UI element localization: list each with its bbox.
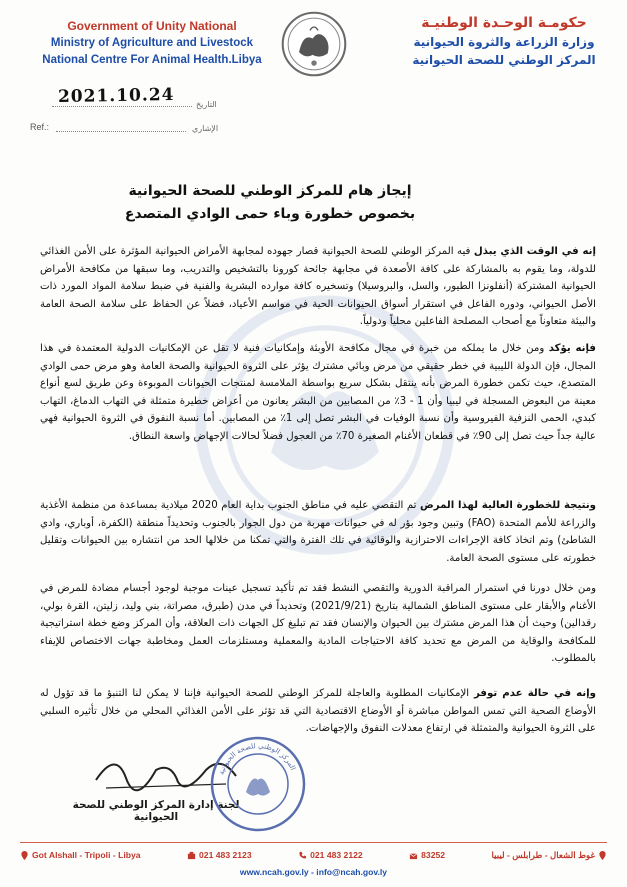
- letterhead-english: [32, 18, 272, 69]
- date-underline: [52, 106, 192, 107]
- paragraph-1-text: فيه المركز الوطني للصحة الحيوانية قصار جهوده لمجابهة الأمراض الحيوانية المؤثرة على الأمن الغذائي للدولة، وما يقوم به بالمشاركة على كافة الأصعدة في مجابهة جائحة كورونا بالتشخيص والتدريب، وما سبقها من مكافحة الأمراض الحيوانية المشتركة (أنفلونزا الطيور، والسل، والبروسيلا) وتسخيره كافة موارده البشرية والفنية في ضبط سلامة المواد المورد ذات الأصل الحيواني، ودوره الفاعل في استقرار أسواق الحيوانات الحية في مواسم الأعياد، فضلاً عن الحفاظ على سلامة الصحة العامة والبيئة متعاوناً مع أصحاب المصلحة الفاعلين محلياً ودولياً.: [40, 246, 596, 328]
- government-name-ar: حكومـة الوحـدة الوطنيـة: [421, 15, 587, 31]
- paragraph-4-text: ومن خلال دورنا في استمرار المراقبة الدورية والتقصي النشط فقد تم تأكيد تسجيل عينات موجبة لوجود أجسام مضادة للمرض في الأغنام والأبقار على مستوى المناطق الشمالية بتاريخ (2021/9/21) وتحديداً في مدن (طبرق، مصراتة، بني وليد، زليتن، القرة بولي، رقدالين) وحيث أن هذا المرض مشترك بين الحيوان والإنسان فقد تم تبليغ كل الجهات ذات العلاقة، وأن المركز وضع خطة استراتيجية للمكافحة والوقاية من المرض مع تحديد كافة الاحتياجات المادية والمعملية ومستلزمات العمل ومخاطبة جهات الاختصاص للإيفاء بالمطلوب.: [40, 583, 596, 665]
- centre-name-en: National Centre For Animal Health.Libya: [42, 54, 262, 66]
- ref-label-ar: الإشاري: [192, 124, 219, 133]
- ncah-logo-icon: [280, 10, 348, 78]
- ministry-name-en: Ministry of Agriculture and Livestock: [50, 37, 254, 49]
- paragraph-2: [40, 340, 596, 446]
- paragraph-1-lead: إنه في الوقت الذي يبذل: [473, 246, 596, 257]
- footer-divider: [20, 842, 607, 843]
- phone-icon: [298, 851, 307, 860]
- footer-address-ar-text: غوط الشعال - طرابلس - ليبيا: [491, 849, 595, 860]
- fax-icon: [187, 851, 196, 860]
- footer-address-en: [20, 850, 141, 860]
- footer-phone-1-text: 021 483 2123: [199, 850, 252, 860]
- paragraph-5-lead: وإنه في حالة عدم توفر: [473, 688, 596, 699]
- location-pin-ar-icon: [598, 851, 607, 860]
- document-title: [120, 180, 420, 226]
- signature-label: لجنة إدارة المركز الوطني للصحة الحيوانية: [72, 799, 240, 823]
- ministry-name-ar: وزارة الزراعة والثروة الحيوانية: [413, 35, 595, 49]
- mailbox-icon: [409, 851, 418, 860]
- paragraph-3-text: تم التقصي عليه في مناطق الجنوب بداية العام 2020 ميلادية بمساعدة من منظمة الأغذية والزراعة للأمم المتحدة (FAO) وتبين وجود بؤر له في حيوانات مهربة من دول الجوار بالجنوب وتحديداً منطقة (الكفرة، أوباري، وادي الشاطئ) وتم اتخاذ كافة الإجراءات الاحترازية والوقائية في تلك الفترة والتي تمكنا من خلالها الحد من انتشاره بين الحيوانات وتقليل خطورته على مستوى الصحة العامة.: [40, 500, 596, 564]
- footer-address-en-text: Got Alshall - Tripoli - Libya: [32, 850, 141, 860]
- paragraph-3-lead: ونتيجة للخطورة العالية لهذا المرض: [420, 500, 596, 511]
- government-name-en: Government of Unity National: [67, 19, 237, 33]
- paragraph-2-lead: فإنه يؤكد: [548, 343, 596, 354]
- date-label-ar: التاريخ: [196, 100, 217, 109]
- ref-label: Ref.:: [30, 122, 50, 132]
- title-line-1: إيجاز هام للمركز الوطني للصحة الحيوانية: [128, 183, 412, 199]
- footer-pobox: [409, 850, 445, 860]
- handwritten-date: 2021.10.24: [57, 84, 175, 108]
- title-line-2: بخصوص خطورة وباء حمى الوادي المتصدع: [124, 206, 416, 222]
- footer-website-email[interactable]: www.ncah.gov.ly - info@ncah.gov.ly: [239, 867, 388, 877]
- footer-phone-2: [298, 850, 363, 860]
- paragraph-4: [40, 580, 596, 668]
- location-pin-icon: [20, 851, 29, 860]
- official-stamp: [208, 734, 308, 834]
- footer-phone-2-text: 021 483 2122: [310, 850, 363, 860]
- paragraph-5-text: الإمكانيات المطلوبة والعاجلة للمركز الوطني للصحة الحيوانية فإننا لا يمكن لنا التنبؤ ما قد تؤول له الأوضاع الصحية التي تمس المواطن مباشرة أو الأوضاع الاقتصادية التي قد تؤثر على الأمن الغذائي المحلي من خلال تأثيره السلبي على الثروة الحيوانية والمتمثلة في ارتفاع معدلات النفوق والإجهاضات.: [40, 688, 596, 735]
- footer-contact-bar: [20, 846, 607, 864]
- paragraph-3: [40, 497, 596, 567]
- paragraph-1: [40, 243, 596, 331]
- footer-pobox-text: 83252: [421, 850, 446, 860]
- footer-address-ar: [492, 850, 607, 861]
- centre-name-ar: المركز الوطني للصحة الحيوانية: [412, 53, 596, 67]
- footer-phone-1: [187, 850, 252, 860]
- paragraph-5: [40, 685, 596, 738]
- ref-underline: [56, 131, 186, 132]
- paragraph-2-text: ومن خلال ما يملكه من خبرة في مجال مكافحة الأوبئة وإمكانيات فنية لا تقل عن الإمكانيات الدولية المعتمدة في هذا المجال، فإن الدولة الليبية في خطر حقيقي من مرض وبائي مشترك يؤثر على الثروة الحيوانية والصحة العامة وهو مرض حمى الوادي المتصدع، حيث تكمن خطورة المرض بأنه ينتقل بشكل سريع بواسطة الملامسة لمنتجات الحيوانات الموبوءة وعن طريق لسع أنواع معينة من البعوض المسجلة في ليبيا وأن 1 - 3٪ من المصابين من البشر يعانون من أعراض خطيرة متمثلة في التهاب الدماغ، التهاب كبدي، الحمى النزفية الفيروسية وأن نسبة الوفيات في البشر تصل إلى 1٪ من المصابين. أما نسبة النفوق في الثروة الحيوانية فهي عالية جداً حيث تصل إلى 90٪ في قطعان الأغنام الصغيرة 70٪ من العجول فضلاً لحالات الإجهاض واسعة النطاق.: [40, 343, 596, 442]
- letterhead-arabic: [409, 14, 599, 69]
- stamp-text: المركز الوطني للصحة الحيوانية: [217, 741, 297, 776]
